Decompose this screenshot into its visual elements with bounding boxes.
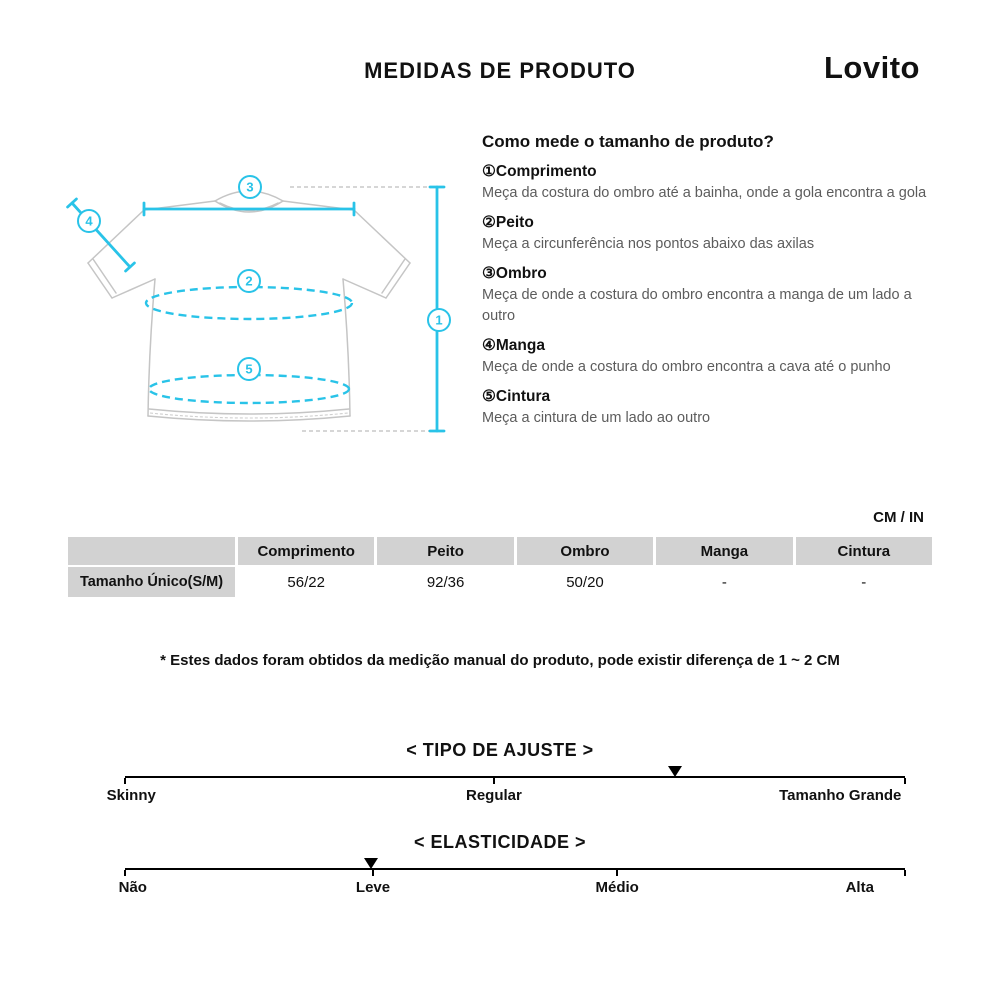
table-header-empty bbox=[68, 537, 235, 565]
tick-mark bbox=[904, 870, 906, 876]
guide-label-ombro: ③Ombro bbox=[482, 264, 547, 282]
table-header-ombro: Ombro bbox=[517, 537, 653, 565]
measurement-note: * Estes dados foram obtidos da medição manual do produto, pode existir diferença de 1 ~ 2 CM bbox=[160, 652, 840, 669]
guide-desc-cintura: Meça a cintura de um lado ao outro bbox=[482, 409, 711, 426]
tshirt-diagram-svg bbox=[62, 163, 462, 455]
guide-desc-peito: Meça a circunferência nos pontos abaixo das axilas bbox=[482, 235, 815, 252]
svg-text:5: 5 bbox=[245, 361, 253, 377]
table-cell-cintura: - bbox=[796, 567, 932, 597]
sleeve-measure-line bbox=[68, 199, 135, 271]
tick-mark bbox=[124, 870, 126, 876]
svg-text:2: 2 bbox=[245, 273, 253, 289]
elasticity-slider-labels bbox=[118, 879, 905, 899]
table-cell-comprimento: 56/22 bbox=[238, 567, 374, 597]
fit-label-tamanho-grande: Tamanho Grande bbox=[779, 787, 902, 804]
tshirt-outline bbox=[88, 191, 410, 421]
tick-mark bbox=[493, 778, 495, 784]
callout-2 bbox=[238, 270, 260, 292]
page-title: MEDIDAS DE PRODUTO bbox=[364, 58, 636, 83]
callout-4 bbox=[78, 210, 100, 232]
table-header-peito: Peito bbox=[377, 537, 513, 565]
tick-mark bbox=[616, 870, 618, 876]
svg-text:4: 4 bbox=[85, 213, 93, 229]
guide-label-comprimento: ①Comprimento bbox=[482, 163, 597, 180]
fit-marker-icon bbox=[668, 766, 682, 777]
elasticity-title: < ELASTICIDADE > bbox=[413, 832, 587, 852]
table-row-name: Tamanho Único(S/M) bbox=[68, 567, 235, 597]
tick-mark bbox=[372, 870, 374, 876]
guide-desc-manga: Meça de onde a costura do ombro encontra a cava até o punho bbox=[482, 359, 891, 375]
measure-guide bbox=[482, 132, 930, 430]
shoulder-measure-line bbox=[144, 203, 354, 215]
callout-1 bbox=[428, 309, 450, 331]
units-label: CM / IN bbox=[873, 509, 924, 526]
elasticity-label-leve: Leve bbox=[355, 879, 391, 896]
fit-slider-labels bbox=[106, 787, 905, 807]
guide-label-manga: ④Manga bbox=[482, 337, 545, 354]
callout-5 bbox=[238, 358, 260, 380]
fit-slider-track bbox=[125, 776, 905, 778]
table-cell-ombro: 50/20 bbox=[517, 567, 653, 597]
callout-3 bbox=[239, 176, 261, 198]
tick-mark bbox=[904, 778, 906, 784]
guide-heading: Como mede o tamanho de produto? bbox=[482, 132, 774, 151]
elasticity-slider-track bbox=[125, 868, 905, 870]
svg-text:1: 1 bbox=[435, 312, 443, 328]
table-header-comprimento: Comprimento bbox=[238, 537, 374, 565]
brand-logo: Lovito bbox=[824, 50, 920, 85]
table-cell-peito: 92/36 bbox=[377, 567, 513, 597]
tick-mark bbox=[124, 778, 126, 784]
table-header-cintura: Cintura bbox=[796, 537, 932, 565]
elasticity-slider bbox=[118, 868, 905, 899]
elasticity-label-alta: Alta bbox=[845, 879, 874, 896]
svg-text:3: 3 bbox=[246, 179, 254, 195]
elasticity-label-nao: Não bbox=[118, 879, 147, 896]
fit-label-skinny: Skinny bbox=[106, 787, 156, 804]
guide-label-cintura: ⑤Cintura bbox=[482, 387, 551, 405]
elasticity-label-medio: Médio bbox=[595, 879, 639, 896]
guide-desc-ombro: Meça de onde a costura do ombro encontra a manga de um lado a outro bbox=[482, 286, 912, 325]
guide-label-peito: ②Peito bbox=[482, 213, 534, 231]
guide-desc-comprimento: Meça da costura do ombro até a bainha, onde a gola encontra a gola bbox=[482, 185, 927, 201]
elasticity-marker-icon bbox=[364, 858, 378, 869]
table-cell-manga: - bbox=[656, 567, 792, 597]
fit-label-regular: Regular bbox=[466, 787, 522, 804]
fit-type-slider bbox=[106, 776, 905, 807]
tshirt-measurement-diagram bbox=[62, 163, 462, 455]
fit-type-title: < TIPO DE AJUSTE > bbox=[406, 740, 594, 760]
table-header-manga: Manga bbox=[656, 537, 792, 565]
size-table bbox=[68, 537, 932, 597]
